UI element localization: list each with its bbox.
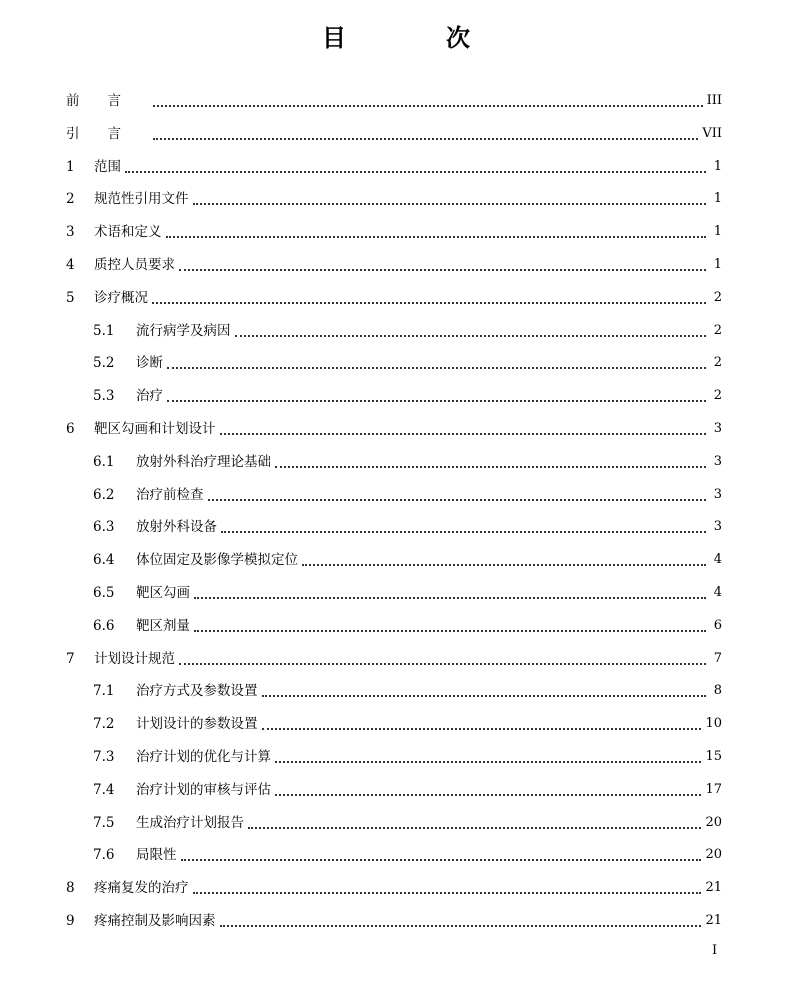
toc-entry-label: 范围 xyxy=(94,158,121,175)
toc-entry-page: 1 xyxy=(713,257,722,272)
toc-entry[interactable] xyxy=(66,875,722,897)
toc-leader-dots xyxy=(179,253,706,271)
toc-entry-number: 3 xyxy=(66,224,75,241)
toc-leader-dots xyxy=(167,384,706,402)
toc-leader-dots xyxy=(275,745,701,763)
toc-entry-number: 6.5 xyxy=(93,585,115,601)
toc-entry[interactable] xyxy=(93,383,722,405)
toc-entry-page: III xyxy=(706,93,722,108)
toc-entry-page: 2 xyxy=(713,289,722,305)
toc-entry[interactable] xyxy=(93,482,722,504)
toc-leader-dots xyxy=(302,548,706,566)
toc-entry-number: 6.2 xyxy=(93,486,115,503)
toc-entry-label: 计划设计的参数设置 xyxy=(136,716,258,733)
toc-entry-label: 疼痛控制及影响因素 xyxy=(94,913,216,929)
toc-entry-page: 2 xyxy=(713,355,722,371)
toc-entry[interactable] xyxy=(93,318,722,340)
toc-entry-number: 7.2 xyxy=(93,716,115,733)
toc-entry[interactable] xyxy=(66,88,722,110)
toc-entry-label: 前言 xyxy=(66,93,149,109)
toc-entry-label: 质控人员要求 xyxy=(94,257,175,273)
toc-leader-dots xyxy=(262,712,702,730)
footer-page-number: I xyxy=(712,943,718,958)
toc-leader-dots xyxy=(193,187,707,205)
toc-entry[interactable] xyxy=(93,744,722,766)
toc-entry-number: 7.5 xyxy=(93,814,115,831)
toc-entry-number: 7.4 xyxy=(93,781,115,798)
toc-entry-page: 20 xyxy=(705,847,722,863)
toc-entry-page: 4 xyxy=(713,552,722,568)
toc-leader-dots xyxy=(220,909,702,927)
toc-leader-dots xyxy=(235,319,707,337)
toc-entry-number: 7.1 xyxy=(93,683,115,700)
toc-entry[interactable] xyxy=(93,842,722,864)
toc-entry-number: 8 xyxy=(66,880,75,897)
toc-leader-dots xyxy=(262,679,707,697)
toc-leader-dots xyxy=(152,286,706,304)
toc-entry-page: 4 xyxy=(713,585,722,600)
toc-entry-page: 7 xyxy=(713,650,722,666)
toc-entry-label: 靶区勾画和计划设计 xyxy=(94,421,216,437)
toc-entry-page: 3 xyxy=(713,486,722,502)
toc-entry-page: 21 xyxy=(705,880,722,896)
toc-entry[interactable] xyxy=(66,416,722,438)
toc-entry-page: VII xyxy=(702,125,722,141)
toc-entry-number: 7.3 xyxy=(93,749,115,765)
toc-entry-label: 治疗计划的优化与计算 xyxy=(136,749,271,765)
toc-leader-dots xyxy=(194,614,706,632)
toc-leader-dots xyxy=(125,155,706,173)
toc-entry[interactable] xyxy=(66,219,722,241)
toc-leader-dots xyxy=(248,811,701,829)
toc-entry-label: 引言 xyxy=(66,125,149,142)
toc-entry[interactable] xyxy=(93,514,722,536)
toc-entry-label: 规范性引用文件 xyxy=(94,191,189,208)
toc-entry-page: 1 xyxy=(713,191,722,207)
toc-entry-number: 7.6 xyxy=(93,847,115,864)
toc-leader-dots xyxy=(166,220,707,238)
toc-entry-page: 1 xyxy=(713,224,722,240)
toc-entry-page: 21 xyxy=(705,913,722,928)
toc-entry-label: 诊断 xyxy=(136,355,163,372)
toc-leader-dots xyxy=(194,581,706,599)
toc-entry-page: 2 xyxy=(713,322,722,338)
toc-entry-number: 6.1 xyxy=(93,453,115,470)
toc-entry[interactable] xyxy=(93,547,722,569)
toc-entry-page: 3 xyxy=(713,519,722,535)
toc-entry-number: 6.3 xyxy=(93,519,115,536)
toc-entry-page: 3 xyxy=(713,421,722,436)
toc-entry-label: 流行病学及病因 xyxy=(136,322,231,339)
toc-entry-label: 放射外科设备 xyxy=(136,519,217,536)
toc-entry-label: 疼痛复发的治疗 xyxy=(94,880,189,897)
toc-entry-number: 7 xyxy=(66,650,75,667)
toc-leader-dots xyxy=(181,843,702,861)
toc-entry-label: 诊疗概况 xyxy=(94,289,148,306)
toc-entry-number: 6.4 xyxy=(93,552,115,569)
toc-entry-page: 8 xyxy=(713,683,722,699)
toc-entry-page: 2 xyxy=(713,388,722,404)
toc-entry-number: 4 xyxy=(66,257,75,273)
toc-leader-dots xyxy=(220,417,707,435)
toc-entry-label: 靶区剂量 xyxy=(136,617,190,634)
toc-entry[interactable] xyxy=(93,613,722,635)
toc-entry-label: 治疗 xyxy=(136,388,163,405)
toc-entry-number: 5.3 xyxy=(93,388,115,405)
page-title: 目 次 xyxy=(322,24,508,52)
toc-entry[interactable] xyxy=(66,121,722,143)
toc-entry-label: 局限性 xyxy=(136,847,177,864)
toc-entry[interactable] xyxy=(66,186,722,208)
toc-entry[interactable] xyxy=(66,646,722,668)
toc-leader-dots xyxy=(275,450,706,468)
toc-leader-dots xyxy=(167,351,706,369)
toc-entry[interactable] xyxy=(66,252,722,274)
toc-entry-page: 3 xyxy=(713,453,722,469)
toc-entry[interactable] xyxy=(66,154,722,176)
toc-leader-dots xyxy=(208,483,707,501)
toc-entry-label: 放射外科治疗理论基础 xyxy=(136,453,271,470)
toc-entry[interactable] xyxy=(93,350,722,372)
toc-entry-page: 10 xyxy=(705,716,722,732)
toc-entry-number: 2 xyxy=(66,191,75,208)
toc-leader-dots xyxy=(221,515,706,533)
toc-entry-label: 靶区勾画 xyxy=(136,585,190,601)
toc-entry[interactable] xyxy=(93,711,722,733)
toc-entry-page: 15 xyxy=(705,749,722,764)
toc-leader-dots xyxy=(179,647,706,665)
toc-entry-number: 9 xyxy=(66,913,75,929)
toc-leader-dots xyxy=(153,89,703,107)
toc-entry[interactable] xyxy=(66,908,722,930)
toc-leader-dots xyxy=(193,876,702,894)
toc-entry-number: 5 xyxy=(66,289,75,306)
toc-entry-number: 5.2 xyxy=(93,355,115,372)
toc-leader-dots xyxy=(153,122,698,140)
toc-entry-page: 6 xyxy=(713,617,722,633)
toc-entry[interactable] xyxy=(93,810,722,832)
toc-entry-label: 体位固定及影像学模拟定位 xyxy=(136,552,298,569)
toc-leader-dots xyxy=(275,778,701,796)
toc-entry-label: 生成治疗计划报告 xyxy=(136,814,244,831)
toc-entry[interactable] xyxy=(93,777,722,799)
toc-entry-page: 1 xyxy=(713,158,722,174)
toc-entry-label: 治疗前检查 xyxy=(136,486,204,503)
toc-entry-label: 治疗计划的审核与评估 xyxy=(136,781,271,798)
toc-entry-page: 17 xyxy=(705,781,722,797)
toc-entry-number: 6.6 xyxy=(93,617,115,634)
toc-entry[interactable] xyxy=(93,449,722,471)
toc-entry-label: 计划设计规范 xyxy=(94,650,175,667)
toc-entry[interactable] xyxy=(93,580,722,602)
toc-entry-label: 术语和定义 xyxy=(94,224,162,241)
toc-entry-page: 20 xyxy=(705,814,722,830)
toc-entry-number: 5.1 xyxy=(93,322,115,339)
toc-entry[interactable] xyxy=(93,678,722,700)
toc-entry-number: 1 xyxy=(66,158,75,175)
toc-entry[interactable] xyxy=(66,285,722,307)
toc-entry-label: 治疗方式及参数设置 xyxy=(136,683,258,700)
toc-entry-number: 6 xyxy=(66,421,75,437)
